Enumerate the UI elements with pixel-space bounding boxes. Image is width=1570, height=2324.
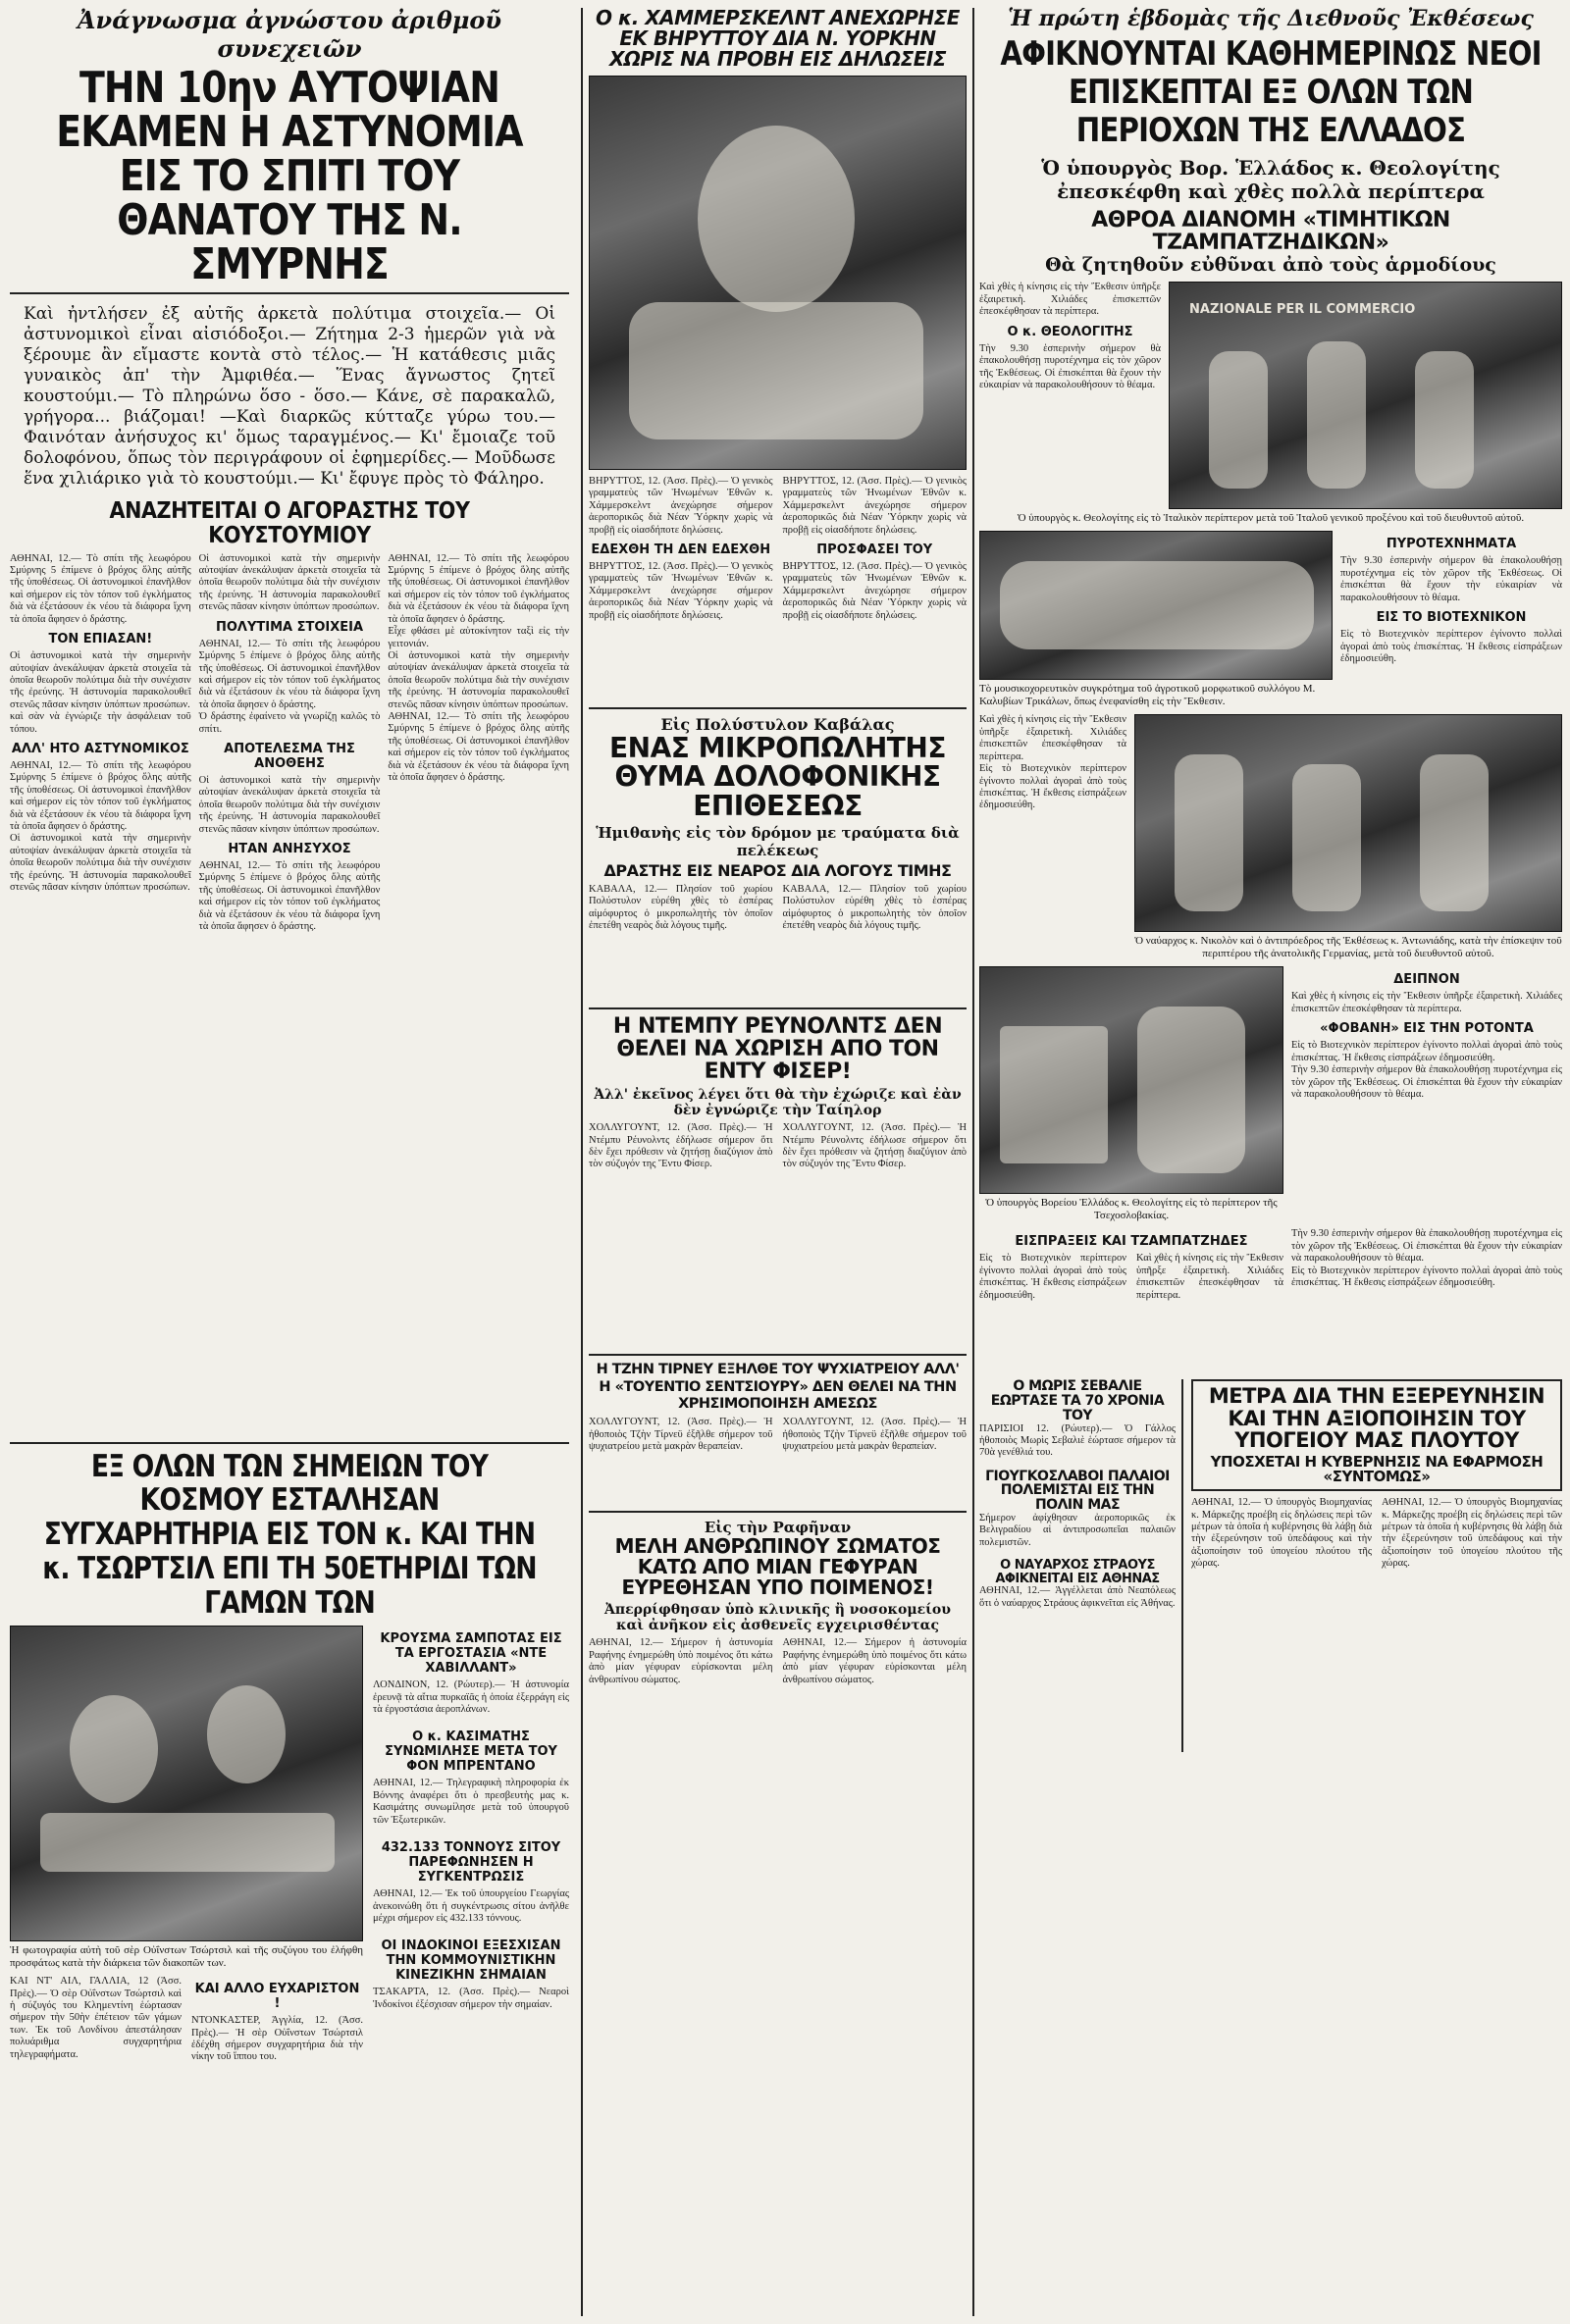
photo-figure bbox=[1420, 754, 1489, 911]
paragraph: ΑΘΗΝΑΙ, 12.— Τὸ σπίτι τῆς λεωφόρου Σμύρνης 5 ἐπίμενε ὁ βρόχος ὅλης αὐτῆς τῆς ὑποθέσεως. Οἱ ἀστυνομικοὶ ἐπανῆλθον καὶ σήμερον εἰς τὸν τόπον τοῦ ἐγκλήματος διὰ νὰ ἐξετάσουν ἐκ νέου τὰ διάφορα ἴχνη τὰ ὁποῖα ἄφησεν ὁ δράστης. bbox=[10, 759, 191, 832]
expo-kicker: Ἡ πρώτη ἑβδομὰς τῆς Διεθνοῦς Ἐκθέσεως bbox=[1008, 6, 1534, 31]
expo-photo-1-block bbox=[1169, 282, 1562, 509]
expo-row-1 bbox=[979, 282, 1562, 509]
paragraph: ΤΣΑΚΑΡΤΑ, 12. (Ἀσσ. Πρὲς).— Νεαροὶ Ἰνδοκίνοι ἐξέσχισαν σήμερον τὴν σημαίαν. bbox=[373, 1987, 569, 2010]
paragraph: Εἰς τὸ Βιοτεχνικὸν περίπτερον ἐγίνοντο πολλαὶ ἀγοραὶ ἀπὸ τοὺς ἐπισκέπτας. Ἡ ἔκθεσις εἰσπράξεων ἐδημοσιεύθη. bbox=[979, 1253, 1126, 1301]
section-subhead: ΠΡΟΣΦΑΣΕΙ ΤΟΥ bbox=[816, 542, 933, 558]
expo-photo-2-block bbox=[979, 531, 1333, 680]
paragraph: Καὶ χθὲς ἡ κίνησις εἰς τὴν Ἔκθεσιν ὑπῆρξε ἐξαιρετικὴ. Χιλιάδες ἐπισκεπτῶν ἐπεσκέφθησαν τὰ περίπτερα. bbox=[979, 714, 1126, 762]
expo-subhead-3: Θὰ ζητηθοῦν εὐθῦναι ἀπὸ τοὺς ἁρμοδίους bbox=[1045, 254, 1496, 277]
body-column-2 bbox=[199, 553, 381, 1436]
expo-side-text bbox=[1340, 531, 1562, 680]
section-subhead: ΚΑΙ ΑΛΛΟ ΕΥΧΑΡΙΣΤΟΝ ! bbox=[194, 1982, 360, 2012]
churchill-headline: ΕΞ ΟΛΩΝ ΤΩΝ ΣΗΜΕΙΩΝ ΤΟΥ ΚΟΣΜΟΥ ΕΣΤΑΛΗΣΑΝ ΣΥΓΧΑΡΗΤΗΡΙΑ ΕΙΣ ΤΟΝ κ. ΚΑΙ ΤΗΝ κ. ΤΣΩΡΤΣΙΛ ΕΠΙ ΤΗ 50ΕΤΗΡΙΔΙ ΤΩΝ ΓΑΜΩΝ ΤΩΝ bbox=[42, 1448, 537, 1621]
bottom-right-block bbox=[979, 1379, 1562, 1752]
mining-headline: ΜΕΤΡΑ ΔΙΑ ΤΗΝ ΕΞΕΡΕΥΝΗΣΙΝ ΚΑΙ ΤΗΝ ΑΞΙΟΠΟΙΗΣΙΝ ΤΟΥ ΥΠΟΓΕΙΟΥ ΜΑΣ ΠΛΟΥΤΟΥ bbox=[1208, 1384, 1545, 1452]
photo-figure bbox=[1415, 351, 1474, 489]
paragraph: ΚΑΙ ΝΤ' ΑΙΛ, ΓΑΛΛΙΑ, 12 (Ἀσσ. Πρὲς).— Ὁ σὲρ Οὐΐνστων Τσώρτσιλ καὶ ἡ σύζυγός του Κλημεντίνη ἑώρτασαν σήμερον τὴν 50ὴν ἐπέτειον τῶν γάμων των. Ἐκ τοῦ Λονδίνου ἀπεστάλησαν πολυάριθμα συγχαρητήρια τηλεγραφήματα. bbox=[10, 1976, 182, 2060]
expo-photo-czech-pavilion bbox=[979, 966, 1283, 1194]
body-column-1 bbox=[10, 553, 191, 1436]
expo-bottom-text bbox=[979, 1228, 1283, 1375]
paragraph: Οἱ ἀστυνομικοὶ κατὰ τὴν σημερινὴν αὐτοψίαν ἀνεκάλυψαν ἀρκετὰ στοιχεῖα τὰ ὁποῖα θεωροῦν πολύτιμα διὰ τὴν συνέχισιν τῆς ἐρεύνης. Ἡ ἀστυνομία παρακολουθεῖ στενῶς πᾶσαν κίνησιν ὑπόπτων προσώπων. bbox=[10, 650, 191, 710]
photo-figure bbox=[207, 1685, 286, 1783]
paragraph: ΑΘΗΝΑΙ, 12.— Τηλεγραφικὴ πληροφορία ἐκ Βόννης ἀναφέρει ὅτι ὁ πρεσβευτὴς μας κ. Κασιμάτης συνωμίλησε μετὰ τοῦ ὑπουργοῦ τῶν Ἐξωτερικῶν. bbox=[373, 1778, 569, 1826]
expo-row-4 bbox=[979, 966, 1562, 1228]
expo-photo-east-german-pavilion bbox=[1134, 714, 1562, 932]
mining-subhead: ΥΠΟΣΧΕΤΑΙ Η ΚΥΒΕΡΝΗΣΙΣ ΝΑ ΕΦΑΡΜΟΣΗ «ΣΥΝΤΟΜΩΣ» bbox=[1210, 1452, 1544, 1486]
paragraph: ΒΗΡΥΤΤΟΣ, 12. (Ἀσσ. Πρὲς).— Ὁ γενικὸς γραμματεὺς τῶν Ἡνωμένων Ἐθνῶν κ. Χάμμερσκελντ ἀνεχώρησε σήμερον ἀεροπορικῶς διὰ Νέαν Ὑόρκην χωρὶς νὰ προβῇ εἰς οἱασδήποτε δηλώσεις. bbox=[782, 561, 967, 621]
paragraph: Οἱ ἀστυνομικοὶ κατὰ τὴν σημερινὴν αὐτοψίαν ἀνεκάλυψαν ἀρκετὰ στοιχεῖα τὰ ὁποῖα θεωροῦν πολύτιμα διὰ τὴν συνέχισιν τῆς ἐρεύνης. Ἡ ἀστυνομία παρακολουθεῖ στενῶς πᾶσαν κίνησιν ὑπόπτων προσώπων. bbox=[10, 833, 191, 893]
expo-subhead-2: ἐπεσκέφθη καὶ χθὲς πολλὰ περίπτερα bbox=[1057, 180, 1485, 204]
rafina-headline: ΜΕΛΗ ΑΝΘΡΩΠΙΝΟΥ ΣΩΜΑΤΟΣ ΚΑΤΩ ΑΠΟ ΜΙΑΝ ΓΕΦΥΡΑΝ ΕΥΡΕΘΗΣΑΝ ΥΠΟ ΠΟΙΜΕΝΟΣ! bbox=[614, 1534, 941, 1600]
section-subhead: Ο κ. ΘΕΟΛΟΓΙΤΗΣ bbox=[1007, 324, 1133, 339]
hammarskjold-photo bbox=[589, 76, 967, 470]
body-column-3 bbox=[388, 553, 569, 1436]
paragraph: Οἱ ἀστυνομικοὶ κατὰ τὴν σημερινὴν αὐτοψίαν ἀνεκάλυψαν ἀρκετὰ στοιχεῖα τὰ ὁποῖα θεωροῦν πολύτιμα διὰ τὴν συνέχισιν τῆς ἐρεύνης. Ἡ ἀστυνομία παρακολουθεῖ στενῶς πᾶσαν κίνησιν ὑπόπτων προσώπων. bbox=[198, 774, 381, 835]
photo-figure bbox=[1137, 1007, 1245, 1173]
churchill-block bbox=[10, 1626, 569, 2064]
paragraph: ΑΘΗΝΑΙ, 12.— Σήμερον ἡ ἀστυνομία Ραφήνης ἐνημερώθη ὑπὸ ποιμένος ὅτι κάτω ἀπὸ μίαν γέφυραν εὑρίσκονται μέλη ἀνθρωπίνου σώματος. bbox=[589, 1637, 773, 1685]
column-rule bbox=[581, 8, 583, 2316]
paragraph: ΑΘΗΝΑΙ, 12.— Τὸ σπίτι τῆς λεωφόρου Σμύρνης 5 ἐπίμενε ὁ βρόχος ὅλης αὐτῆς τῆς ὑποθέσεως. Οἱ ἀστυνομικοὶ ἐπανῆλθον καὶ σήμερον εἰς τὸν τόπον τοῦ ἐγκλήματος διὰ νὰ ἐξετάσουν ἐκ νέου τὰ διάφορα ἴχνη τὰ ὁποῖα ἄφησεν ὁ δράστης. bbox=[198, 638, 381, 710]
churchill-body-columns bbox=[10, 1976, 363, 2064]
photo-figure bbox=[1292, 764, 1361, 911]
kavala-headline: ΕΝΑΣ ΜΙΚΡΟΠΩΛΗΤΗΣ ΘΥΜΑ ΔΟΛΟΦΟΝΙΚΗΣ ΕΠΙΘΕΣΕΩΣ bbox=[609, 732, 946, 822]
paragraph: Ὁ δράστης ἐφαίνετο νὰ γνωρίζῃ καλῶς τὸ σπίτι. bbox=[198, 711, 381, 735]
paragraph: Οἱ ἀστυνομικοὶ κατὰ τὴν σημερινὴν αὐτοψίαν ἀνεκάλυψαν ἀρκετὰ στοιχεῖα τὰ ὁποῖα θεωροῦν πολύτιμα διὰ τὴν συνέχισιν τῆς ἐρεύνης. Ἡ ἀστυνομία παρακολουθεῖ στενῶς πᾶσαν κίνησιν ὑπόπτων προσώπων. bbox=[198, 552, 381, 613]
expo-photo-3-block bbox=[1134, 714, 1562, 966]
paragraph: ΧΟΛΛΥΓΟΥΝΤ, 12. (Ἀσσ. Πρὲς).— Ἡ Ντέμπυ Ρέυνολντς ἐδήλωσε σήμερον ὅτι δὲν ἔχει πρόθεσιν νὰ ζητήσῃ διαζύγιον ἀπὸ τὸν σύζυγόν της Ἔντυ Φίσερ. bbox=[782, 1122, 967, 1170]
expo-bottom-text-2 bbox=[1291, 1228, 1562, 1375]
expo-side-text-2 bbox=[1291, 966, 1562, 1228]
article-kicker: Ἀνάγνωσμα ἀγνώστου ἀριθμοῦ συνεχειῶν bbox=[77, 6, 502, 63]
expo-row-2 bbox=[979, 531, 1562, 680]
kavala-subhead-2: ΔΡΑΣΤΗΣ ΕΙΣ ΝΕΑΡΟΣ ΔΙΑ ΛΟΓΟΥΣ ΤΙΜΗΣ bbox=[603, 861, 952, 881]
tierney-body bbox=[589, 1417, 967, 1505]
photo-hand bbox=[629, 302, 923, 439]
photo-caption: Ὁ ναύαρχος κ. Νικολὸν καὶ ὁ ἀντιπρόεδρος τῆς Ἐκθέσεως κ. Ἀντωνιάδης, κατὰ τὴν ἐπίσκεψιν τοῦ περιπτέρου τῆς ἀνατολικῆς Γερμανίας, μετὰ τοῦ διευθυντοῦ αὐτοῦ. bbox=[1134, 935, 1562, 960]
kavala-subhead: Ἡμιθανὴς εἰς τὸν δρόμον με τραύματα διὰ πελέκεως bbox=[596, 824, 960, 860]
article-body-columns bbox=[10, 553, 569, 1436]
section-subhead: ΕΙΣΠΡΑΞΕΙΣ ΚΑΙ ΤΖΑΜΠΑΤΖΗΔΕΣ bbox=[1015, 1234, 1248, 1250]
paragraph: ΛΟΝΔΙΝΟΝ, 12. (Ρώυτερ).— Ἡ ἀστυνομία ἐρευνᾷ τὰ αἴτια πυρκαϊᾶς ἡ ὁποία ἐξερράγη εἰς τὰ ἐργοστάσια ἀεροπλάνων. bbox=[373, 1679, 569, 1716]
section-subhead: ΠΟΛΥΤΙΜΑ ΣΤΟΙΧΕΙΑ bbox=[215, 619, 364, 635]
expo-headline-2: ΑΘΡΟΑ ΔΙΑΝΟΜΗ «ΤΙΜΗΤΙΚΩΝ ΤΖΑΜΠΑΤΖΗΔΙΚΩΝ» bbox=[1091, 208, 1450, 256]
paragraph: Καὶ χθὲς ἡ κίνησις εἰς τὴν Ἔκθεσιν ὑπῆρξε ἐξαιρετικὴ. Χιλιάδες ἐπισκεπτῶν ἐπεσκέφθησαν τὰ περίπτερα. bbox=[979, 282, 1161, 318]
short-news-column bbox=[979, 1379, 1183, 1752]
mining-body bbox=[1191, 1497, 1562, 1752]
column-rule bbox=[972, 8, 974, 2316]
chevalier-headline: Ο ΜΩΡΙΣ ΣΕΒΑΛΙΕ ΕΩΡΤΑΣΕ ΤΑ 70 ΧΡΟΝΙΑ ΤΟΥ bbox=[990, 1378, 1165, 1423]
paragraph: Τὴν 9.30 ἑσπερινὴν σήμερον θὰ ἐπακολουθήσῃ πυροτέχνημα εἰς τὸν χῶρον τῆς Ἐκθέσεως. Οἱ ἐπισκέπται θὰ ἔχουν τὴν εὐκαιρίαν νὰ παρακολουθήσουν τὸ θέαμα. bbox=[1340, 555, 1562, 603]
paragraph: ΒΗΡΥΤΤΟΣ, 12. (Ἀσσ. Πρὲς).— Ὁ γενικὸς γραμματεὺς τῶν Ἡνωμένων Ἐθνῶν κ. Χάμμερσκελντ ἀνεχώρησε σήμερον ἀεροπορικῶς διὰ Νέαν Ὑόρκην χωρὶς νὰ προβῇ εἰς οἱασδήποτε δηλώσεις. bbox=[782, 476, 967, 536]
paragraph: Σήμερον ἀφίχθησαν ἀεροπορικῶς ἐκ Βελιγραδίου αἱ ἀντιπροσωπεῖαι παλαιῶν πολεμιστῶν. bbox=[979, 1512, 1176, 1548]
reynolds-subhead: Ἀλλ' ἐκεῖνος λέγει ὅτι θὰ τὴν ἐχώριζε καὶ ἐὰν δὲν ἐγνώριζε τὴν Ταίηλορ bbox=[594, 1087, 962, 1119]
paragraph: ΑΘΗΝΑΙ, 12.— Σήμερον ἡ ἀστυνομία Ραφήνης ἐνημερώθη ὑπὸ ποιμένος ὅτι κάτω ἀπὸ μίαν γέφυραν εὑρίσκονται μέλη ἀνθρωπίνου σώματος. bbox=[782, 1637, 967, 1685]
section-subhead: ΑΠΟΤΕΛΕΣΜΑ ΤΗΣ ΑΝΟΘΕΗΣ bbox=[224, 741, 355, 771]
paragraph: ΧΟΛΛΥΓΟΥΝΤ, 12. (Ἀσσ. Πρὲς).— Ἡ ἠθοποιὸς Τζὴν Τίρνεϋ ἐξῆλθε σήμερον τοῦ ψυχιατρείου μετὰ μακρὰν θεραπείαν. bbox=[782, 1417, 967, 1453]
expo-headline: ΑΦΙΚΝΟΥΝΤΑΙ ΚΑΘΗΜΕΡΙΝΩΣ ΝΕΟΙ ΕΠΙΣΚΕΠΤΑΙ ΕΞ ΟΛΩΝ ΤΩΝ ΠΕΡΙΟΧΩΝ ΤΗΣ ΕΛΛΑΔΟΣ bbox=[1000, 34, 1542, 151]
divider bbox=[589, 1511, 967, 1513]
hammarskjold-body-column-1 bbox=[589, 476, 773, 701]
photo-caption: Ὁ ὑπουργὸς κ. Θεολογίτης εἰς τὸ Ἰταλικὸν περίπτερον μετὰ τοῦ Ἰταλοῦ γενικοῦ προξένου καὶ τοῦ διευθυντοῦ αὐτοῦ. bbox=[1017, 512, 1525, 525]
section-subhead: ΕΔΕΧΘΗ ΤΗ ΔΕΝ ΕΔΕΧΘΗ bbox=[591, 542, 771, 558]
article-lead: Καὶ ἠντλήσεν ἐξ αὐτῆς ἀρκετὰ πολύτιμα στοιχεῖα.— Οἱ ἀστυνομικοὶ εἶναι αἰσιόδοξοι.— Ζήτημα 2-3 ἡμερῶν γιὰ νὰ ξέρουμε ἂν εἴμαστε κοντὰ στὸ τέλος.— Ἡ κατάθεσις μιᾶς γυναικὸς ἀπ' τὴν Ἀμφιθέα.— Ἕνας ἄγνωστος ζητεῖ κουστούμι.— Τὸ πληρώνω ὅσο - ὅσο.— Κάνε, σὲ παρακαλῶ, γρήγορα... βιάζομαι! —Καὶ διαρκῶς κύτταζε γύρω του.— Φαινόταν ἀνήσυχος κι' ὅμως ταραγμένος.— Κι' ἔμοιαζε τοῦ δολοφόνου, ὅπως τὸν περιγράφουν οἱ ἐφημερίδες.— Μοῦδωσε ἕνα χιλιάρικο γιὰ τὸ κουστούμι.— Κι' ἔφυγε πρὸς τὸ Φάληρο. bbox=[24, 304, 555, 490]
paragraph: Εἶχε φθάσει μὲ αὐτοκίνητον ταξὶ εἰς τὴν γειτονιάν. bbox=[388, 626, 569, 649]
paragraph: ΑΘΗΝΑΙ, 12.— Ἐκ τοῦ ὑπουργείου Γεωργίας ἀνεκοινώθη ὅτι ἡ συγκέντρωσις σίτου ἀνῆλθε μέχρι σήμερον εἰς 432.133 τόννους. bbox=[373, 1888, 569, 1924]
divider bbox=[589, 707, 967, 709]
kavala-body bbox=[589, 884, 967, 1002]
paragraph: ΑΘΗΝΑΙ, 12.— Τὸ σπίτι τῆς λεωφόρου Σμύρνης 5 ἐπίμενε ὁ βρόχος ὅλης αὐτῆς τῆς ὑποθέσεως. Οἱ ἀστυνομικοὶ ἐπανῆλθον καὶ σήμερον εἰς τὸν τόπον τοῦ ἐγκλήματος διὰ νὰ ἐξετάσουν ἐκ νέου τὰ διάφορα ἴχνη τὰ ὁποῖα ἄφησεν ὁ δράστης. bbox=[10, 552, 191, 625]
expo-bottom-columns bbox=[979, 1253, 1283, 1302]
photo-caption: Ὁ ὑπουργὸς Βορείου Ἑλλάδος κ. Θεολογίτης εἰς τὸ περίπτερον τῆς Τσεχοσλοβακίας. bbox=[985, 1197, 1278, 1222]
paragraph: Καὶ χθὲς ἡ κίνησις εἰς τὴν Ἔκθεσιν ὑπῆρξε ἐξαιρετικὴ. Χιλιάδες ἐπισκεπτῶν ἐπεσκέφθησαν τὰ περίπτερα. bbox=[1136, 1253, 1283, 1301]
paragraph: Οἱ ἀστυνομικοὶ κατὰ τὴν σημερινὴν αὐτοψίαν ἀνεκάλυψαν ἀρκετὰ στοιχεῖα τὰ ὁποῖα θεωροῦν πολύτιμα διὰ τὴν συνέχισιν τῆς ἐρεύνης. Ἡ ἀστυνομία παρακολουθεῖ στενῶς πᾶσαν κίνησιν ὑπόπτων προσώπων. bbox=[388, 649, 569, 710]
paragraph: Τὴν 9.30 ἑσπερινὴν σήμερον θὰ ἐπακολουθήσῃ πυροτέχνημα εἰς τὸν χῶρον τῆς Ἐκθέσεως. Οἱ ἐπισκέπται θὰ ἔχουν τὴν εὐκαιρίαν νὰ παρακολουθήσουν τὸ θέαμα. bbox=[1291, 1228, 1562, 1265]
expo-row-5 bbox=[979, 1228, 1562, 1375]
paragraph: Τὴν 9.30 ἑσπερινὴν σήμερον θὰ ἐπακολουθήσῃ πυροτέχνημα εἰς τὸν χῶρον τῆς Ἐκθέσεως. Οἱ ἐπισκέπται θὰ ἔχουν τὴν εὐκαιρίαν νὰ παρακολουθήσουν τὸ θέαμα. bbox=[979, 342, 1161, 390]
side-headline: Ο κ. ΚΑΣΙΜΑΤΗΣ ΣΥΝΩΜΙΛΗΣΕ ΜΕΤΑ ΤΟΥ ΦΟΝ ΜΠΡΕΝΤΑΝΟ bbox=[385, 1730, 557, 1775]
churchill-photo bbox=[10, 1626, 363, 1941]
paragraph: Εἰς τὸ Βιοτεχνικὸν περίπτερον ἐγίνοντο πολλαὶ ἀγοραὶ ἀπὸ τοὺς ἐπισκέπτας. Ἡ ἔκθεσις εἰσπράξεων ἐδημοσιεύθη. bbox=[979, 763, 1126, 811]
pavilion-sign: NAZIONALE PER IL COMMERCIO bbox=[1189, 302, 1416, 318]
expo-row-3 bbox=[979, 714, 1562, 966]
expo-subhead-1: Ὁ ὑπουργὸς Βορ. Ἑλλάδος κ. Θεολογίτης bbox=[1041, 156, 1500, 181]
side-headline: ΟΙ ΙΝΔΟΚΙΝΟΙ ΕΞΕΣΧΙΣΑΝ ΤΗΝ ΚΟΜΜΟΥΝΙΣΤΙΚΗΝ ΚΙΝΕΖΙΚΗΝ ΣΗΜΑΙΑΝ bbox=[381, 1938, 561, 1984]
kavala-kicker: Εἰς Πολύστυλον Καβάλας bbox=[660, 715, 895, 734]
section-subhead: ΑΛΛ' ΗΤΟ ΑΣΤΥΝΟΜΙΚΟΣ bbox=[11, 741, 189, 756]
paragraph: ΑΘΗΝΑΙ, 12.— Τὸ σπίτι τῆς λεωφόρου Σμύρνης 5 ἐπίμενε ὁ βρόχος ὅλης αὐτῆς τῆς ὑποθέσεως. Οἱ ἀστυνομικοὶ ἐπανῆλθον καὶ σήμερον εἰς τὸν τόπον τοῦ ἐγκλήματος διὰ νὰ ἐξετάσουν ἐκ νέου τὰ διάφορα ἴχνη τὰ ὁποῖα ἄφησεν ὁ δράστης. bbox=[388, 710, 569, 783]
section-subhead: ΔΕΙΠΝΟΝ bbox=[1393, 972, 1460, 988]
photo-caption: Ἡ φωτογραφία αὐτὴ τοῦ σὲρ Οὐΐνστων Τσώρτσιλ καὶ τῆς συζύγου του ἐλήφθη προσφάτως κατὰ τὴν διάρκεια τῶν διακοπῶν των. bbox=[10, 1944, 363, 1970]
divider bbox=[589, 1354, 967, 1356]
section-subhead: «ΦΟΒΑΝΗ» ΕΙΣ ΤΗΝ ΡΟΤΟΝΤΑ bbox=[1320, 1021, 1534, 1037]
photo-figure bbox=[1209, 351, 1268, 489]
admiral-headline: Ο ΝΑΥΑΡΧΟΣ ΣΤΡΑΟΥΣ ΑΦΙΚΝΕΙΤΑΙ ΕΙΣ ΑΘΗΝΑΣ bbox=[995, 1558, 1160, 1586]
paragraph: ΑΘΗΝΑΙ, 12.— Τὸ σπίτι τῆς λεωφόρου Σμύρνης 5 ἐπίμενε ὁ βρόχος ὅλης αὐτῆς τῆς ὑποθέσεως. Οἱ ἀστυνομικοὶ ἐπανῆλθον καὶ σήμερον εἰς τὸν τόπον τοῦ ἐγκλήματος διὰ νὰ ἐξετάσουν ἐκ νέου τὰ διάφορα ἴχνη τὰ ὁποῖα ἄφησεν ὁ δράστης. bbox=[388, 552, 569, 625]
paragraph: ΠΑΡΙΣΙΟΙ 12. (Ρώυτερ).— Ὁ Γάλλος ἠθοποιὸς Μωρὶς Σεβαλιὲ ἑώρτασε σήμερον τὰ 70ὰ γενέθλιά του. bbox=[979, 1422, 1176, 1459]
section-subhead: ΕΙΣ ΤΟ ΒΙΟΤΕΧΝΙΚΟΝ bbox=[1376, 610, 1527, 626]
hammarskjold-headline: Ο κ. ΧΑΜΜΕΡΣΚΕΛΝΤ ΑΝΕΧΩΡΗΣΕ ΕΚ ΒΗΡΥΤΤΟΥ ΔΙΑ Ν. ΥΟΡΚΗΝ ΧΩΡΙΣ ΝΑ ΠΡΟΒΗ ΕΙΣ ΔΗΛΩΣΕΙΣ bbox=[596, 6, 960, 71]
paragraph: ΧΟΛΛΥΓΟΥΝΤ, 12. (Ἀσσ. Πρὲς).— Ἡ ἠθοποιὸς Τζὴν Τίρνεϋ ἐξῆλθε σήμερον τοῦ ψυχιατρείου μετὰ μακρὰν θεραπείαν. bbox=[589, 1417, 773, 1453]
expo-intro-text bbox=[979, 282, 1161, 509]
expo-text-column bbox=[979, 714, 1126, 891]
expo-photo-italian-pavilion bbox=[1169, 282, 1562, 509]
paragraph: ΑΘΗΝΑΙ, 12.— Τὸ σπίτι τῆς λεωφόρου Σμύρνης 5 ἐπίμενε ὁ βρόχος ὅλης αὐτῆς τῆς ὑποθέσεως. Οἱ ἀστυνομικοὶ ἐπανῆλθον καὶ σήμερον εἰς τὸν τόπον τοῦ ἐγκλήματος διὰ νὰ ἐξετάσουν ἐκ νέου τὰ διάφορα ἴχνη τὰ ὁποῖα ἄφησεν ὁ δράστης. bbox=[198, 859, 381, 932]
expo-photo-4-block bbox=[979, 966, 1283, 1228]
photo-figure bbox=[40, 1813, 335, 1872]
expo-photo-dance-group bbox=[979, 531, 1333, 680]
paragraph: Εἰς τὸ Βιοτεχνικὸν περίπτερον ἐγίνοντο πολλαὶ ἀγοραὶ ἀπὸ τοὺς ἐπισκέπτας. Ἡ ἔκθεσις εἰσπράξεων ἐδημοσιεύθη. bbox=[1291, 1040, 1562, 1063]
column-middle bbox=[589, 0, 967, 2324]
paragraph: Εἰς τὸ Βιοτεχνικὸν περίπτερον ἐγίνοντο πολλαὶ ἀγοραὶ ἀπὸ τοὺς ἐπισκέπτας. Ἡ ἔκθεσις εἰσπράξεων ἐδημοσιεύθη. bbox=[1340, 629, 1562, 664]
paragraph: ΚΑΒΑΛΑ, 12.— Πλησίον τοῦ χωρίου Πολύστυλον εὑρέθη χθὲς τὸ ἑσπέρας αἰμόφυρτος ὁ μικροπωλητὴς τὸν ὁποῖον ἐπετέθη νεαρὸς διὰ λόγους τιμῆς. bbox=[589, 883, 773, 932]
paragraph: ΧΟΛΛΥΓΟΥΝΤ, 12. (Ἀσσ. Πρὲς).— Ἡ Ντέμπυ Ρέυνολντς ἐδήλωσε σήμερον ὅτι δὲν ἔχει πρόθεσιν νὰ ζητήσῃ διαζύγιον ἀπὸ τὸν σύζυγόν της Ἔντυ Φίσερ. bbox=[589, 1122, 773, 1170]
side-headline: ΚΡΟΥΣΜΑ ΣΑΜΠΟΤΑΣ ΕΙΣ ΤΑ ΕΡΓΟΣΤΑΣΙΑ «ΝΤΕ ΧΑΒΙΛΛΑΝΤ» bbox=[380, 1631, 562, 1677]
article-headline: ΤΗΝ 10ην ΑΥΤΟΨΙΑΝ ΕΚΑΜΕΝ Η ΑΣΤΥΝΟΜΙΑ ΕΙΣ ΤΟ ΣΠΙΤΙ ΤΟΥ ΘΑΝΑΤΟΥ ΤΗΣ Ν. ΣΜΥΡΝΗΣ bbox=[56, 63, 523, 289]
column-right bbox=[979, 0, 1562, 2324]
divider bbox=[10, 292, 569, 294]
paragraph: ΑΘΗΝΑΙ, 12.— Ἀγγέλλεται ἀπὸ Νεαπόλεως ὅτι ὁ ναύαρχος Στράους ἀφικνεῖται εἰς Ἀθήνας. bbox=[979, 1585, 1176, 1609]
mining-article bbox=[1191, 1379, 1562, 1752]
paragraph: ΒΗΡΥΤΤΟΣ, 12. (Ἀσσ. Πρὲς).— Ὁ γενικὸς γραμματεὺς τῶν Ἡνωμένων Ἐθνῶν κ. Χάμμερσκελντ ἀνεχώρησε σήμερον ἀεροπορικῶς διὰ Νέαν Ὑόρκην χωρὶς νὰ προβῇ εἰς οἱασδήποτε δηλώσεις. bbox=[589, 476, 773, 536]
photo-face bbox=[698, 126, 855, 312]
hammarskjold-body bbox=[589, 476, 967, 701]
section-subhead: ΗΤΑΝ ΑΝΗΣΥΧΟΣ bbox=[228, 841, 351, 856]
tierney-headline: Η ΤΖΗΝ ΤΙΡΝΕΥ ΕΞΗΛΘΕ ΤΟΥ ΨΥΧΙΑΤΡΕΙΟΥ ΑΛΛ' Η «ΤΟΥΕΝΤΙΟ ΣΕΝΤΣΙΟΥΡΥ» ΔΕΝ ΘΕΛΕΙ ΝΑ ΤΗΝ ΧΡΗΣΙΜΟΠΟΙΗΣΗ ΑΜΕΣΩΣ bbox=[596, 1362, 960, 1413]
paragraph: ΒΗΡΥΤΤΟΣ, 12. (Ἀσσ. Πρὲς).— Ὁ γενικὸς γραμματεὺς τῶν Ἡνωμένων Ἐθνῶν κ. Χάμμερσκελντ ἀνεχώρησε σήμερον ἀεροπορικῶς διὰ Νέαν Ὑόρκην χωρὶς νὰ προβῇ εἰς οἱασδήποτε δηλώσεις. bbox=[589, 561, 773, 621]
rafina-subhead: Ἀπερρίφθησαν ὑπὸ κλινικῆς ἢ νοσοκομείου καὶ ἀνῆκον εἰς ἀσθενεῖς εγχειρισθέντας bbox=[604, 1602, 951, 1634]
paragraph: καὶ σὰν νὰ ἐγνώριζε τὴν ἀσφάλειαν τοῦ τόπου. bbox=[10, 711, 191, 735]
yugoslav-headline: ΓΙΟΥΓΚΟΣΛΑΒΟΙ ΠΑΛΑΙΟΙ ΠΟΛΕΜΙΣΤΑΙ ΕΙΣ ΤΗΝ ΠΟΛΙΝ ΜΑΣ bbox=[985, 1468, 1170, 1514]
photo-figure bbox=[1175, 754, 1243, 911]
churchill-body-column-2 bbox=[191, 1976, 363, 2064]
photo-figure bbox=[1000, 561, 1314, 649]
paragraph: ΑΘΗΝΑΙ, 12.— Ὁ ὑπουργὸς Βιομηχανίας κ. Μάρκεζης προέβη εἰς δηλώσεις περὶ τῶν μέτρων τὰ ὁποῖα ἡ κυβέρνησις θὰ λάβῃ διὰ τὴν ἐξερεύνησιν τοῦ ὑπεδάφους καὶ τὴν ἀξιοποίησιν τοῦ ὑπογείου πλούτου τῆς χώρας. bbox=[1382, 1497, 1562, 1570]
paragraph: ΚΑΒΑΛΑ, 12.— Πλησίον τοῦ χωρίου Πολύστυλον εὑρέθη χθὲς τὸ ἑσπέρας αἰμόφυρτος ὁ μικροπωλητὴς τὸν ὁποῖον ἐπετέθη νεαρὸς διὰ λόγους τιμῆς. bbox=[782, 883, 967, 932]
divider bbox=[10, 1442, 569, 1444]
paragraph: ΝΤΟΝΚΑΣΤΕΡ, Ἀγγλία, 12. (Ἀσσ. Πρὲς).— Ἡ σὲρ Οὐΐνστων Τσώρτσιλ ἐδέχθη σήμερον συγχαρητήρια διὰ τὴν νίκην τοῦ ἵππου του. bbox=[191, 2015, 363, 2063]
section-subhead: ΤΟΝ ΕΠΙΑΣΑΝ! bbox=[48, 632, 153, 647]
column-left bbox=[10, 0, 569, 2324]
section-subhead: ΠΥΡΟΤΕΧΝΗΜΑΤΑ bbox=[1386, 537, 1517, 552]
article-subhead: ΑΝΑΖΗΤΕΙΤΑΙ Ο ΑΓΟΡΑΣΤΗΣ ΤΟΥ ΚΟΥΣΤΟΥΜΙΟΥ bbox=[109, 498, 470, 548]
hammarskjold-body-column-2 bbox=[783, 476, 968, 701]
photo-figure bbox=[70, 1695, 158, 1803]
divider bbox=[589, 1007, 967, 1009]
paragraph: Τὴν 9.30 ἑσπερινὴν σήμερον θὰ ἐπακολουθήσῃ πυροτέχνημα εἰς τὸν χῶρον τῆς Ἐκθέσεως. Οἱ ἐπισκέπται θὰ ἔχουν τὴν εὐκαιρίαν νὰ παρακολουθήσουν τὸ θέαμα. bbox=[1291, 1064, 1562, 1100]
paragraph: Καὶ χθὲς ἡ κίνησις εἰς τὴν Ἔκθεσιν ὑπῆρξε ἐξαιρετικὴ. Χιλιάδες ἐπισκεπτῶν ἐπεσκέφθησαν τὰ περίπτερα. bbox=[1291, 991, 1562, 1014]
mining-headline-box bbox=[1191, 1379, 1562, 1491]
rafina-kicker: Εἰς τὴν Ραφῆναν bbox=[704, 1519, 852, 1537]
photo-figure bbox=[1307, 341, 1366, 489]
churchill-sidebar bbox=[373, 1626, 569, 2064]
photo-caption: Τὸ μουσικοχορευτικὸν συγκρότημα τοῦ ἀγροτικοῦ μορφωτικοῦ συλλόγου Μ. Καλυβίων Τρικάλων, ὅπως ἐνεφανίσθη εἰς τὴν Ἔκθεσιν. bbox=[979, 683, 1316, 708]
side-headline: 432.133 ΤΟΝΝΟΥΣ ΣΙΤΟΥ ΠΑΡΕΦΩΝΗΣΕΝ Η ΣΥΓΚΕΝΤΡΩΣΙΣ bbox=[381, 1840, 561, 1885]
rafina-body bbox=[589, 1637, 967, 1755]
reynolds-body bbox=[589, 1122, 967, 1348]
reynolds-headline: Η ΝΤΕΜΠΥ ΡΕΥΝΟΛΝΤΣ ΔΕΝ ΘΕΛΕΙ ΝΑ ΧΩΡΙΣΗ ΑΠΟ ΤΟΝ ΕΝΤΥ ΦΙΣΕΡ! bbox=[612, 1013, 943, 1085]
photo-machine bbox=[1000, 1026, 1108, 1163]
paragraph: ΑΘΗΝΑΙ, 12.— Ὁ ὑπουργὸς Βιομηχανίας κ. Μάρκεζης προέβη εἰς δηλώσεις περὶ τῶν μέτρων τὰ ὁποῖα ἡ κυβέρνησις θὰ λάβῃ διὰ τὴν ἐξερεύνησιν τοῦ ὑπεδάφους καὶ τὴν ἀξιοποίησιν τοῦ ὑπογείου πλούτου τῆς χώρας. bbox=[1191, 1497, 1372, 1570]
paragraph: Εἰς τὸ Βιοτεχνικὸν περίπτερον ἐγίνοντο πολλαὶ ἀγοραὶ ἀπὸ τοὺς ἐπισκέπτας. Ἡ ἔκθεσις εἰσπράξεων ἐδημοσιεύθη. bbox=[1291, 1265, 1562, 1289]
churchill-photo-block bbox=[10, 1626, 363, 2064]
